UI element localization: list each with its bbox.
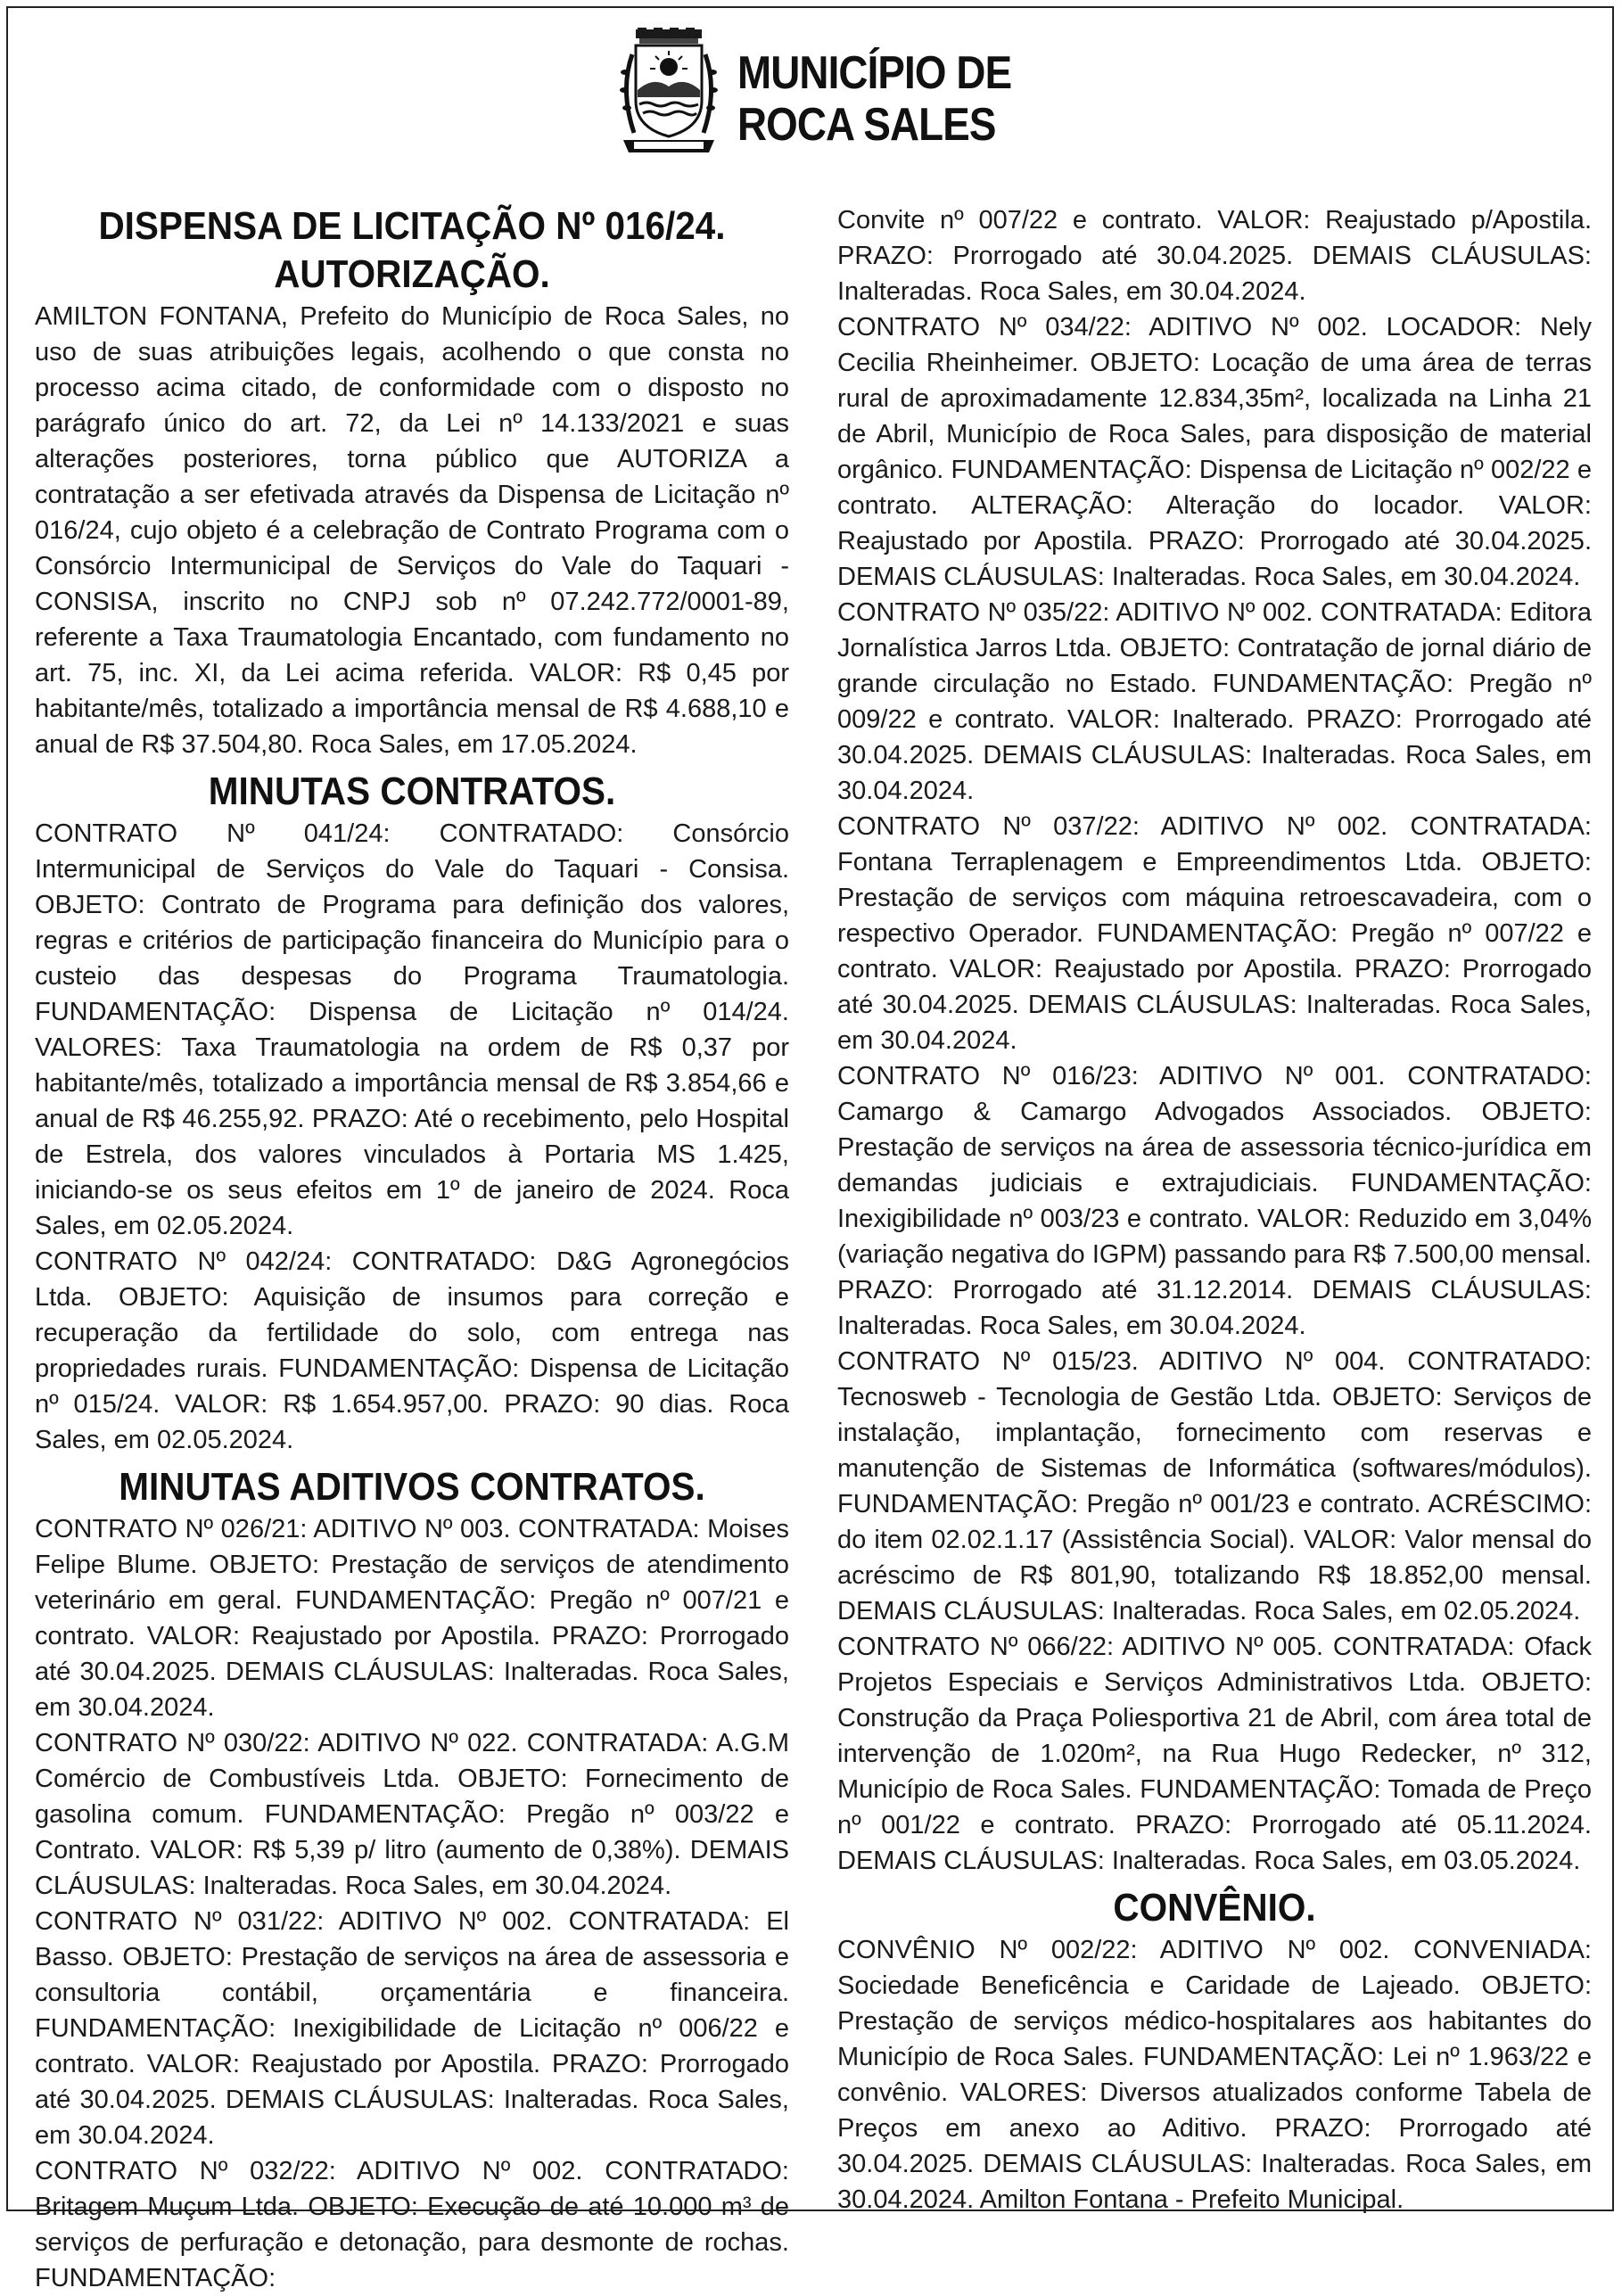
contrato-041-paragraph: CONTRATO Nº 041/24: CONTRATADO: Consórcio Intermunicipal de Serviços do Vale do Taquari - Consisa. OBJETO: Contrato de Programa para definição dos valores, regras e critérios de participação financeira do Município para o custeio das despesas do Programa Traumatologia. FUNDAMENTAÇÃO: Dispensa de Licitação nº 014/24. VALORES: Taxa Traumatologia na ordem de R$ 0,37 por habitante/mês, totalizado a importância mensal de R$ 3.854,66 e anual de R$ 46.255,92. PRAZO: Até o recebimento, pelo Hospital de Estrela, dos valores vinculados à Portaria MS 1.425, iniciando-se os seus efeitos em 1º de janeiro de 2024. Roca Sales, em 02.05.2024. xyxy=(35,819,789,1240)
document-frame xyxy=(6,6,1614,2292)
contrato-026-paragraph: CONTRATO Nº 026/21: ADITIVO Nº 003. CONTRATADA: Moises Felipe Blume. OBJETO: Prestação de serviços de atendimento veterinário em geral. FUNDAMENTAÇÃO: Pregão nº 007/21 e contrato. VALOR: Reajustado por Apostila. PRAZO: Prorrogado até 30.04.2025. DEMAIS CLÁUSULAS: Inalteradas. Roca Sales, em 30.04.2024. xyxy=(35,1515,789,1722)
dispensa-heading: DISPENSA DE LICITAÇÃO Nº 016/24. xyxy=(98,204,726,248)
contrato-032-continued-paragraph: Convite nº 007/22 e contrato. VALOR: Reajustado p/Apostila. PRAZO: Prorrogado até 30.04.2025. DEMAIS CLÁUSULAS: Inalteradas. Roca Sales, em 30.04.2024. xyxy=(837,206,1592,306)
right-column xyxy=(837,202,1592,2218)
municipality-title-line2: ROCA SALES xyxy=(737,99,996,151)
contrato-042-paragraph: CONTRATO Nº 042/24: CONTRATADO: D&G Agronegócios Ltda. OBJETO: Aquisição de insumos para correção e recuperação da fertilidade do solo, com entrega nas propriedades rurais. FUNDAMENTAÇÃO: Dispensa de Licitação nº 015/24. VALOR: R$ 1.654.957,00. PRAZO: 90 dias. Roca Sales, em 02.05.2024. xyxy=(35,1247,789,1454)
convenio-heading: CONVÊNIO. xyxy=(1113,1886,1316,1930)
contrato-031-paragraph: CONTRATO Nº 031/22: ADITIVO Nº 002. CONTRATADA: El Basso. OBJETO: Prestação de serviços na área de assessoria e consultoria contábil, orçamentária e financeira. FUNDAMENTAÇÃO: Inexigibilidade de Licitação nº 006/22 e contrato. VALOR: Reajustado por Apostila. PRAZO: Prorrogado até 30.04.2025. DEMAIS CLÁUSULAS: Inalteradas. Roca Sales, em 30.04.2024. xyxy=(35,1907,789,2150)
minutas-aditivos-heading: MINUTAS ADITIVOS CONTRATOS. xyxy=(119,1465,705,1509)
contrato-030-paragraph: CONTRATO Nº 030/22: ADITIVO Nº 022. CONTRATADA: A.G.M Comércio de Combustíveis Ltda. OBJETO: Fornecimento de gasolina comum. FUNDAMENTAÇÃO: Pregão nº 003/22 e Contrato. VALOR: R$ 5,39 p/ litro (aumento de 0,38%). DEMAIS CLÁUSULAS: Inalteradas. Roca Sales, em 30.04.2024. xyxy=(35,1729,789,1900)
header xyxy=(8,28,1612,179)
municipality-title-line1: MUNICÍPIO DE xyxy=(737,47,1012,99)
contrato-066-paragraph: CONTRATO Nº 066/22: ADITIVO Nº 005. CONTRATADA: Ofack Projetos Especiais e Serviços Administrativos Ltda. OBJETO: Construção da Praça Poliesportiva 21 de Abril, com área total de intervenção de 1.020m², na Rua Hugo Redecker, nº 312, Município de Roca Sales. FUNDAMENTAÇÃO: Tomada de Preço nº 001/22 e contrato. PRAZO: Prorrogado até 05.11.2024. DEMAIS CLÁUSULAS: Inalteradas. Roca Sales, em 03.05.2024. xyxy=(837,1633,1592,1875)
contrato-037-paragraph: CONTRATO Nº 037/22: ADITIVO Nº 002. CONTRATADA: Fontana Terraplenagem e Empreendimentos Ltda. OBJETO: Prestação de serviços com máquina retroescavadeira, com o respectivo Operador. FUNDAMENTAÇÃO: Pregão nº 007/22 e contrato. VALOR: Reajustado por Apostila. PRAZO: Prorrogado até 30.04.2025. DEMAIS CLÁUSULAS: Inalteradas. Roca Sales, em 30.04.2024. xyxy=(837,812,1592,1055)
contrato-035-paragraph: CONTRATO Nº 035/22: ADITIVO Nº 002. CONTRATADA: Editora Jornalística Jarros Ltda. OBJETO: Contratação de jornal diário de grande circulação no Estado. FUNDAMENTAÇÃO: Pregão nº 009/22 e contrato. VALOR: Inalterado. PRAZO: Prorrogado até 30.04.2025. DEMAIS CLÁUSULAS: Inalteradas. Roca Sales, em 30.04.2024. xyxy=(837,598,1592,805)
autorizacao-paragraph: AMILTON FONTANA, Prefeito do Município de Roca Sales, no uso de suas atribuições legais, acolhendo o que consta no processo acima citado, de conformidade com o disposto no parágrafo único do art. 72, da Lei nº 14.133/2021 e suas alterações posteriores, torna público que AUTORIZA a contratação a ser efetivada através da Dispensa de Licitação nº 016/24, cujo objeto é a celebração de Contrato Programa com o Consórcio Intermunicipal de Serviços do Vale do Taquari - CONSISA, inscrito no CNPJ sob nº 07.242.772/0001-89, referente a Taxa Traumatologia Encantado, com fundamento no art. 75, inc. XI, da Lei acima referida. VALOR: R$ 0,45 por habitante/mês, totalizado a importância mensal de R$ 4.688,10 e anual de R$ 37.504,80. Roca Sales, em 17.05.2024. xyxy=(35,302,789,759)
contrato-034-paragraph: CONTRATO Nº 034/22: ADITIVO Nº 002. LOCADOR: Nely Cecilia Rheinheimer. OBJETO: Locação de uma área de terras rural de aproximadamente 12.834,35m², localizada na Linha 21 de Abril, Município de Roca Sales, para disposição de material orgânico. FUNDAMENTAÇÃO: Dispensa de Licitação nº 002/22 e contrato. ALTERAÇÃO: Alteração do locador. VALOR: Reajustado por Apostila. PRAZO: Prorrogado até 30.04.2025. DEMAIS CLÁUSULAS: Inalteradas. Roca Sales, em 30.04.2024. xyxy=(837,313,1592,591)
contrato-015-paragraph: CONTRATO Nº 015/23. ADITIVO Nº 004. CONTRATADO: Tecnosweb - Tecnologia de Gestão Ltda. OBJETO: Serviços de instalação, implantação, fornecimento com reservas e manutenção de Sistemas de Informática (softwares/módulos). FUNDAMENTAÇÃO: Pregão nº 001/23 e contrato. ACRÉSCIMO: do item 02.02.1.17 (Assistência Social). VALOR: Valor mensal do acréscimo de R$ 801,90, totalizando R$ 18.852,00 mensal. DEMAIS CLÁUSULAS: Inalteradas. Roca Sales, em 02.05.2024. xyxy=(837,1347,1592,1625)
municipal-crest-icon xyxy=(616,28,721,161)
contrato-016-paragraph: CONTRATO Nº 016/23: ADITIVO Nº 001. CONTRATADO: Camargo & Camargo Advogados Associados. OBJETO: Prestação de serviços na área de assessoria técnico-jurídica em demandas judiciais e extrajudiciais. FUNDAMENTAÇÃO: Inexigibilidade nº 003/23 e contrato. VALOR: Reduzido em 3,04% (variação negativa do IGPM) passando para R$ 7.500,00 mensal. PRAZO: Prorrogado até 31.12.2014. DEMAIS CLÁUSULAS: Inalteradas. Roca Sales, em 30.04.2024. xyxy=(837,1062,1592,1340)
contrato-032-paragraph: CONTRATO Nº 032/22: ADITIVO Nº 002. CONTRATADO: Britagem Muçum Ltda. OBJETO: Execução de até 10.000 m³ de serviços de perfuração e detonação, para desmonte de rochas. FUNDAMENTAÇÃO: xyxy=(35,2157,789,2292)
left-column xyxy=(35,202,789,2296)
municipality-title xyxy=(737,47,1011,151)
autorizacao-heading: AUTORIZAÇÃO. xyxy=(274,252,550,296)
minutas-contratos-heading: MINUTAS CONTRATOS. xyxy=(208,769,616,813)
convenio-002-paragraph: CONVÊNIO Nº 002/22: ADITIVO Nº 002. CONVENIADA: Sociedade Beneficência e Caridade de Lajeado. OBJETO: Prestação de serviços médico-hospitalares aos habitantes do Município de Roca Sales. FUNDAMENTAÇÃO: Lei nº 1.963/22 e convênio. VALORES: Diversos atualizados conforme Tabela de Preços em anexo ao Aditivo. PRAZO: Prorrogado até 30.04.2025. DEMAIS CLÁUSULAS: Inalteradas. Roca Sales, em 30.04.2024. Amilton Fontana - Prefeito Municipal. xyxy=(837,1936,1592,2214)
